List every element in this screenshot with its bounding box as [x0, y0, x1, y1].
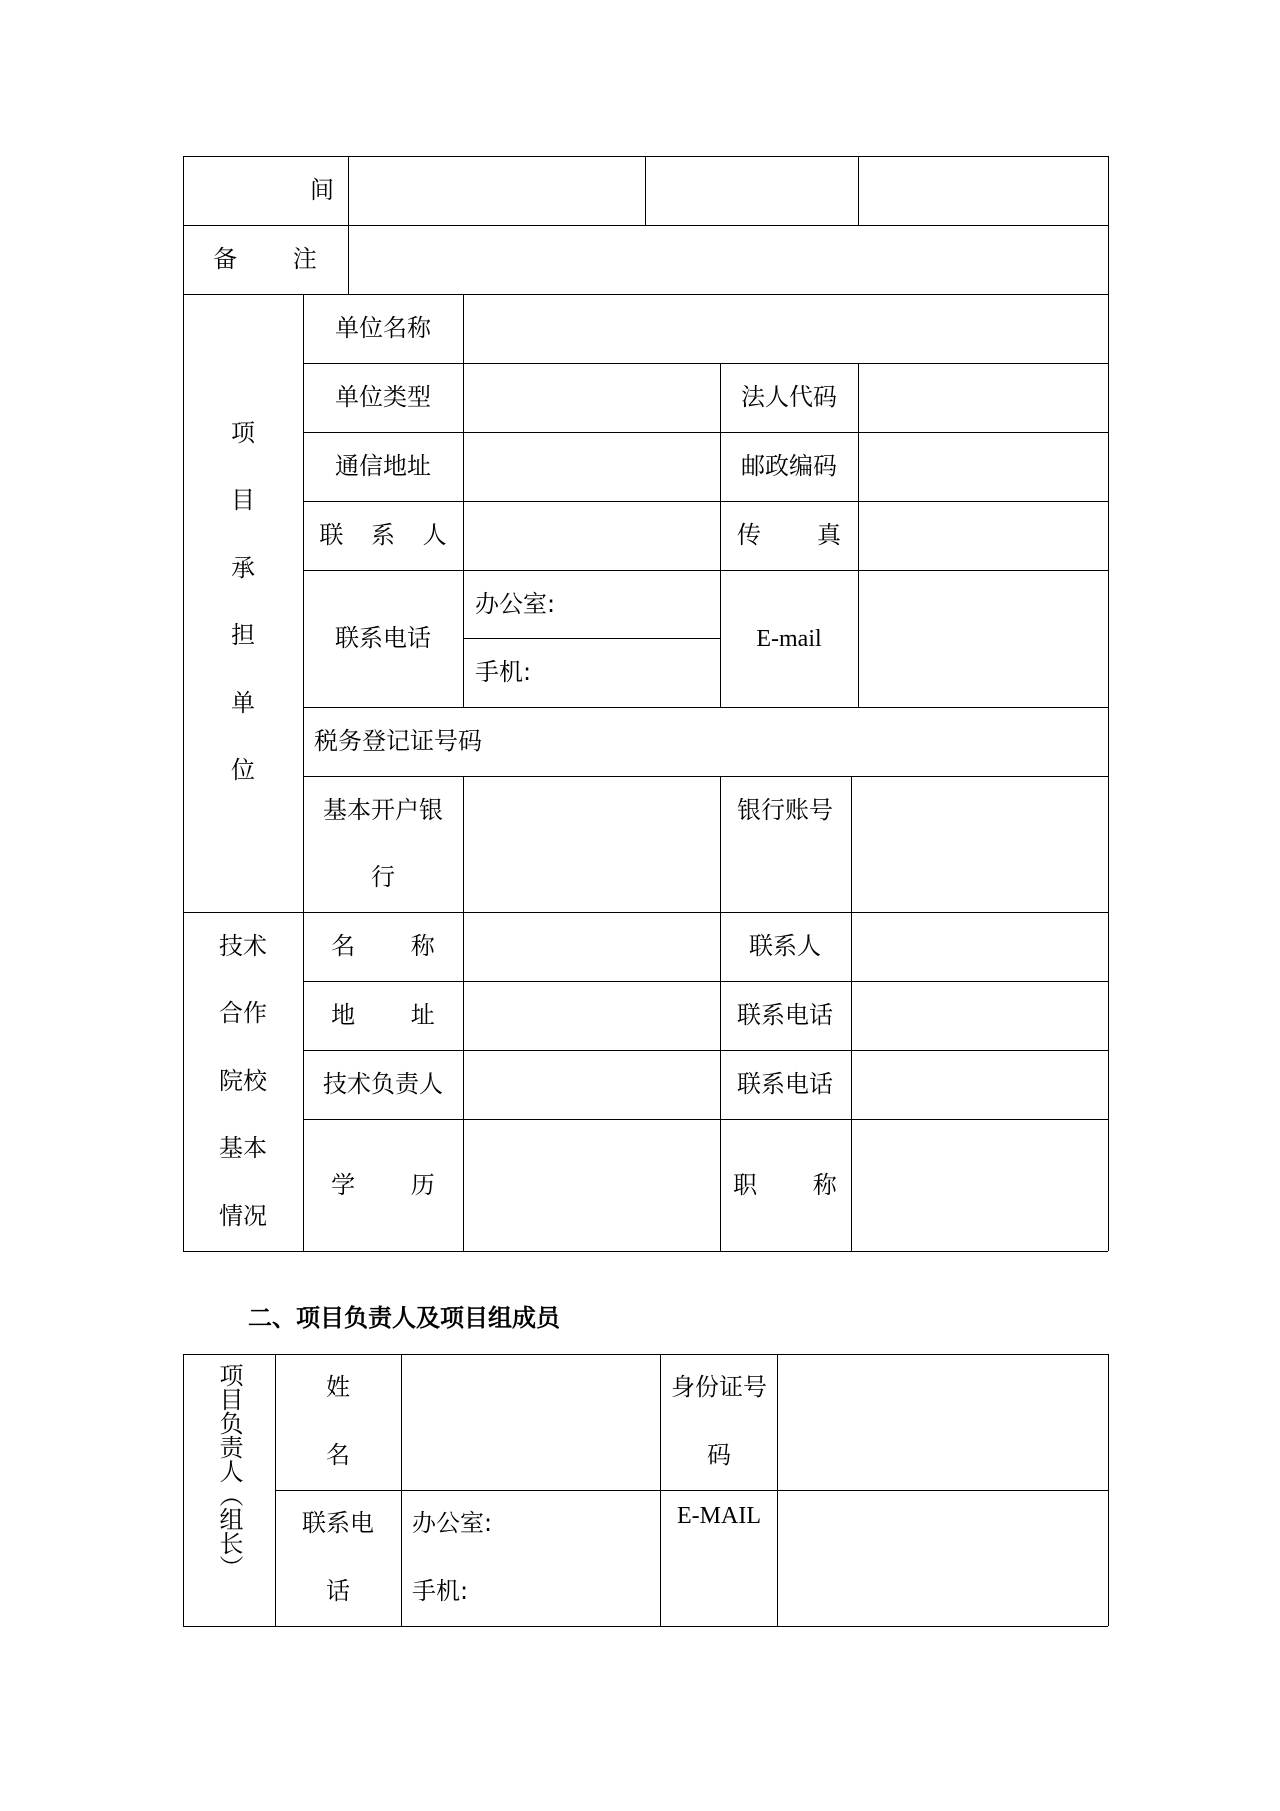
tech-side-label-1: 技术 — [219, 932, 267, 960]
legal-code-label: 法人代码 — [741, 383, 837, 411]
table2-line — [660, 1354, 661, 1626]
name-label-2: 名 — [326, 1441, 350, 1469]
bank-account-label: 银行账号 — [737, 796, 833, 824]
table1-line — [183, 912, 1108, 913]
table1-line — [183, 294, 1108, 295]
tech-side-label-2: 合作 — [219, 999, 267, 1027]
table1-line — [303, 1119, 1108, 1120]
table1-line — [303, 1050, 1108, 1051]
table1-line — [183, 225, 1108, 226]
table1-line — [303, 294, 304, 1251]
row-top-label: 间 — [310, 176, 334, 204]
mobile-label: 手机: — [475, 658, 532, 686]
section2-heading: 二、项目负责人及项目组成员 — [248, 1304, 560, 1332]
unit-side-label-2: 目 — [231, 486, 255, 514]
tech-title-label: 职 称 — [733, 1171, 861, 1199]
leader-side-label: 项目负责人（组长） — [215, 1363, 243, 1579]
table1-line — [303, 501, 1108, 502]
name-label-1: 姓 — [326, 1373, 350, 1401]
id-number-label-1: 身份证号 — [671, 1373, 767, 1401]
unit-type-label: 单位类型 — [335, 383, 431, 411]
table2-line — [275, 1490, 1108, 1491]
table1-line — [348, 156, 349, 294]
fax-label-2: 真 — [817, 521, 841, 549]
table1-border-left — [183, 156, 184, 1251]
table2-line — [401, 1354, 402, 1626]
unit-name-label: 单位名称 — [335, 314, 431, 342]
table1-line — [858, 156, 859, 225]
table2-line — [275, 1354, 276, 1626]
tech-phone2-label: 联系电话 — [737, 1070, 833, 1098]
table1-line — [303, 981, 1108, 982]
table1-line — [303, 432, 1108, 433]
table1-line — [303, 570, 1108, 571]
table1-line — [463, 294, 464, 707]
tech-side-label-3: 院校 — [219, 1067, 267, 1095]
leader-phone-label-1: 联系电 — [302, 1509, 374, 1537]
tech-address-label: 地 址 — [331, 1001, 459, 1029]
postcode-label: 邮政编码 — [741, 452, 837, 480]
leader-phone-label-2: 话 — [326, 1577, 350, 1605]
unit-side-label-3: 承 — [231, 554, 255, 582]
tech-side-label-4: 基本 — [219, 1134, 267, 1162]
email-label: E-mail — [756, 626, 822, 652]
table1-line — [463, 776, 464, 1251]
table1-border-right — [1108, 156, 1109, 1251]
table1-line — [720, 363, 721, 707]
leader-email-label: E-MAIL — [677, 1503, 761, 1529]
table1-line — [303, 363, 1108, 364]
table2-border-left — [183, 1354, 184, 1626]
bank-label-2: 行 — [371, 863, 395, 891]
id-number-label-2: 码 — [707, 1441, 731, 1469]
table1-line — [645, 156, 646, 225]
tech-phone1-label: 联系电话 — [737, 1001, 833, 1029]
remark-label: 备 注 — [213, 245, 341, 273]
fax-label-1: 传 — [737, 521, 761, 549]
unit-side-label-5: 单 — [231, 689, 255, 717]
tech-contact-label: 联系人 — [749, 932, 821, 960]
table2-line — [777, 1354, 778, 1626]
unit-side-label-6: 位 — [231, 756, 255, 784]
tech-side-label-5: 情况 — [219, 1202, 267, 1230]
leader-mobile-label: 手机: — [412, 1577, 469, 1605]
table1-line — [303, 707, 1108, 708]
unit-side-label-4: 担 — [231, 621, 255, 649]
table2-border-right — [1108, 1354, 1109, 1626]
unit-side-label-1: 项 — [231, 419, 255, 447]
tech-name-label: 名 称 — [331, 932, 459, 960]
table1-border-bottom — [183, 1251, 1108, 1252]
table1-line — [303, 776, 1108, 777]
phone-label: 联系电话 — [335, 624, 431, 652]
leader-office-label: 办公室: — [412, 1509, 493, 1537]
contact-label: 联 系 人 — [319, 521, 457, 549]
tech-lead-label: 技术负责人 — [323, 1070, 443, 1098]
tax-id-label: 税务登记证号码 — [314, 727, 482, 755]
fax-label — [737, 521, 841, 549]
address-label: 通信地址 — [335, 452, 431, 480]
table1-line — [463, 638, 720, 639]
table1-line — [858, 363, 859, 707]
table2-border-top — [183, 1354, 1108, 1355]
tech-education-label: 学 历 — [331, 1171, 459, 1199]
table2-border-bottom — [183, 1626, 1108, 1627]
bank-label-1: 基本开户银 — [323, 796, 443, 824]
office-label: 办公室: — [475, 590, 556, 618]
